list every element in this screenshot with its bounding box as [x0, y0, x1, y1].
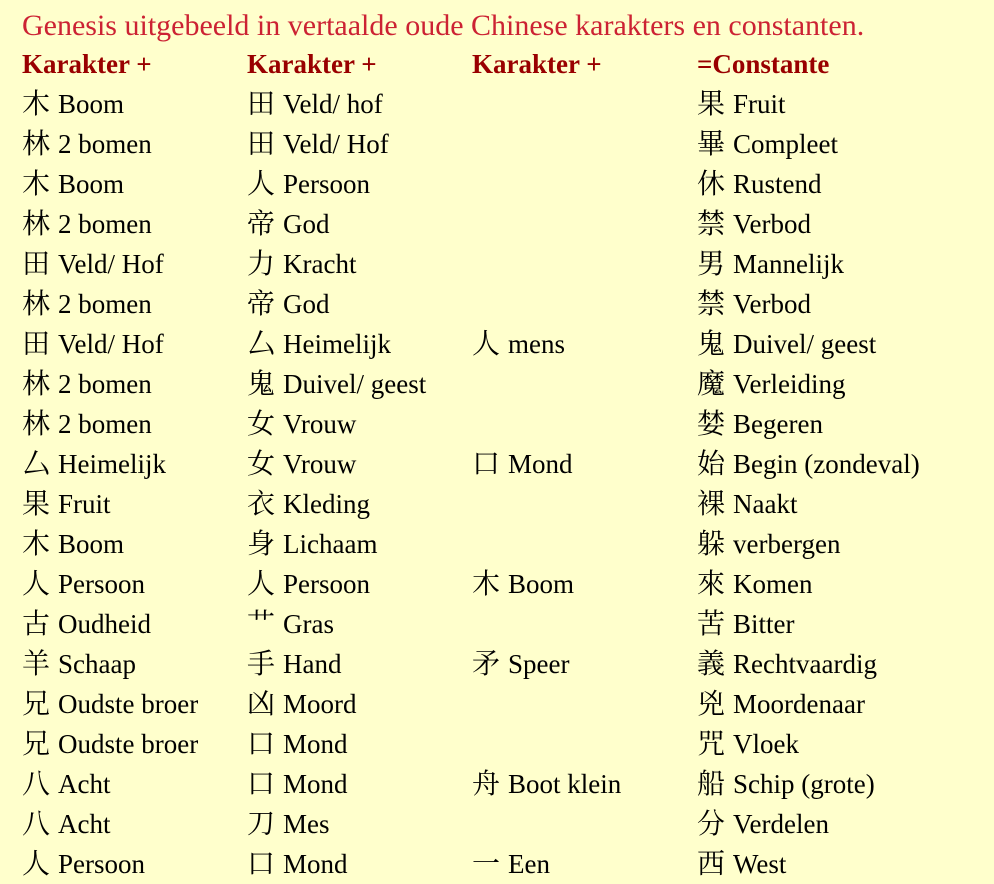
translation-text: Boot klein — [508, 769, 622, 799]
chinese-character: 厶 — [247, 327, 276, 360]
translation-text: Duivel/ geest — [283, 369, 427, 399]
chinese-character: 口 — [247, 847, 276, 880]
table-cell — [697, 644, 982, 684]
table-cell — [247, 804, 472, 844]
table-cell — [472, 404, 697, 444]
translation-text: Mond — [283, 769, 348, 799]
chinese-character: 人 — [22, 567, 51, 600]
translation-text: Oudheid — [58, 609, 151, 639]
table-row — [22, 284, 982, 324]
chinese-character: 兇 — [697, 687, 726, 720]
table-cell — [697, 124, 982, 164]
table-cell — [697, 484, 982, 524]
translation-text: Fruit — [58, 489, 111, 519]
table-row — [22, 684, 982, 724]
translation-text: Persoon — [283, 169, 371, 199]
table-row — [22, 164, 982, 204]
translation-text: Veld/ Hof — [283, 129, 389, 159]
translation-text: Veld/ Hof — [58, 329, 164, 359]
table-cell — [247, 204, 472, 244]
translation-text: Kleding — [283, 489, 371, 519]
table-cell — [247, 324, 472, 364]
chinese-character: 船 — [697, 767, 726, 800]
chinese-character: 兄 — [22, 727, 51, 760]
chinese-character: 兄 — [22, 687, 51, 720]
translation-text: Vloek — [733, 729, 799, 759]
table-cell — [247, 444, 472, 484]
translation-text: Een — [508, 849, 550, 879]
table-row — [22, 124, 982, 164]
chinese-character: 舟 — [472, 767, 501, 800]
translation-text: Vrouw — [283, 409, 357, 439]
translation-text: Mond — [508, 449, 573, 479]
table-cell — [22, 684, 247, 724]
table-cell — [247, 124, 472, 164]
chinese-character: 女 — [247, 407, 276, 440]
translation-text: God — [283, 289, 330, 319]
translation-text: Verleiding — [733, 369, 846, 399]
table-row — [22, 484, 982, 524]
table-cell — [697, 564, 982, 604]
translation-text: Moord — [283, 689, 357, 719]
chinese-character: 來 — [697, 567, 726, 600]
table-cell — [22, 444, 247, 484]
page-title: Genesis uitgebeeld in vertaalde oude Chinese karakters en constanten. — [22, 9, 865, 42]
translation-text: Acht — [58, 809, 111, 839]
translation-text: Verbod — [733, 289, 811, 319]
translation-text: Speer — [508, 649, 570, 679]
translation-text: Gras — [283, 609, 334, 639]
table-cell — [472, 564, 697, 604]
chinese-character: 魔 — [697, 367, 726, 400]
translation-text: Hand — [283, 649, 342, 679]
chinese-character: 八 — [22, 767, 51, 800]
translation-text: Komen — [733, 569, 813, 599]
table-cell — [22, 564, 247, 604]
chinese-character: 身 — [247, 527, 276, 560]
translation-text: Mannelijk — [733, 249, 844, 279]
translation-text: 2 bomen — [58, 129, 152, 159]
table-row — [22, 324, 982, 364]
table-cell — [697, 244, 982, 284]
table-cell — [247, 284, 472, 324]
table-cell — [697, 764, 982, 804]
table-cell — [472, 804, 697, 844]
chinese-character: 木 — [22, 167, 51, 200]
chinese-character: 田 — [22, 327, 51, 360]
translation-text: Boom — [58, 89, 125, 119]
translation-text: Oudste broer — [58, 689, 199, 719]
table-cell — [247, 164, 472, 204]
table-cell — [697, 324, 982, 364]
table-cell — [247, 724, 472, 764]
column-header: Karakter + — [22, 49, 152, 79]
table-cell — [472, 164, 697, 204]
chinese-character: 厶 — [22, 447, 51, 480]
chinese-character: 艹 — [247, 607, 276, 640]
chinese-character: 凶 — [247, 687, 276, 720]
translation-text: Mond — [283, 849, 348, 879]
translation-text: Moordenaar — [733, 689, 865, 719]
table-cell — [472, 244, 697, 284]
table-cell — [472, 524, 697, 564]
table-cell — [247, 684, 472, 724]
chinese-character: 禁 — [697, 287, 726, 320]
chinese-character: 帝 — [247, 287, 276, 320]
translation-text: Fruit — [733, 89, 786, 119]
table-cell — [472, 684, 697, 724]
table-cell — [472, 764, 697, 804]
chinese-character: 田 — [247, 87, 276, 120]
table-cell — [22, 484, 247, 524]
character-table — [22, 44, 982, 884]
chinese-character: 婪 — [697, 407, 726, 440]
chinese-character: 苦 — [697, 607, 726, 640]
table-cell — [472, 604, 697, 644]
table-cell — [472, 484, 697, 524]
table-cell — [247, 244, 472, 284]
table-cell — [472, 644, 697, 684]
table-cell — [247, 844, 472, 884]
table-header — [22, 44, 982, 84]
table-cell — [22, 284, 247, 324]
chinese-character: 躲 — [697, 527, 726, 560]
table-cell — [22, 404, 247, 444]
translation-text: verbergen — [733, 529, 841, 559]
chinese-character: 八 — [22, 807, 51, 840]
translation-text: 2 bomen — [58, 409, 152, 439]
table-cell — [697, 364, 982, 404]
chinese-character: 一 — [472, 847, 501, 880]
table-cell — [697, 524, 982, 564]
table-cell — [22, 124, 247, 164]
chinese-character: 女 — [247, 447, 276, 480]
chinese-character: 鬼 — [247, 367, 276, 400]
translation-text: Compleet — [733, 129, 838, 159]
chinese-character: 義 — [697, 647, 726, 680]
translation-text: Mes — [283, 809, 330, 839]
translation-text: Persoon — [58, 849, 146, 879]
translation-text: Begin (zondeval) — [733, 449, 920, 479]
translation-text: Mond — [283, 729, 348, 759]
translation-text: Persoon — [58, 569, 146, 599]
chinese-character: 田 — [22, 247, 51, 280]
chinese-character: 林 — [22, 287, 51, 320]
translation-text: Boom — [508, 569, 575, 599]
translation-text: Oudste broer — [58, 729, 199, 759]
table-cell — [697, 204, 982, 244]
translation-text: Lichaam — [283, 529, 378, 559]
table-row — [22, 204, 982, 244]
table-cell — [22, 764, 247, 804]
table-cell — [472, 124, 697, 164]
table-cell — [22, 204, 247, 244]
table-cell — [22, 724, 247, 764]
chinese-character: 裸 — [697, 487, 726, 520]
chinese-character: 分 — [697, 807, 726, 840]
table-cell — [472, 724, 697, 764]
chinese-character: 林 — [22, 127, 51, 160]
table-row — [22, 604, 982, 644]
table-cell — [697, 724, 982, 764]
table-row — [22, 764, 982, 804]
table-row — [22, 644, 982, 684]
chinese-character: 力 — [247, 247, 276, 280]
chinese-character: 帝 — [247, 207, 276, 240]
table-row — [22, 364, 982, 404]
chinese-character: 男 — [697, 247, 726, 280]
table-cell — [472, 324, 697, 364]
table-cell — [697, 604, 982, 644]
chinese-character: 口 — [472, 447, 501, 480]
translation-text: 2 bomen — [58, 209, 152, 239]
translation-text: mens — [508, 329, 566, 359]
chinese-character: 始 — [697, 447, 726, 480]
translation-text: Acht — [58, 769, 111, 799]
table-cell — [247, 764, 472, 804]
chinese-character: 林 — [22, 207, 51, 240]
table-cell — [247, 364, 472, 404]
table-cell — [472, 444, 697, 484]
translation-text: Schaap — [58, 649, 136, 679]
table-cell — [697, 284, 982, 324]
table-cell — [697, 404, 982, 444]
table-cell — [22, 524, 247, 564]
chinese-character: 鬼 — [697, 327, 726, 360]
table-cell — [472, 204, 697, 244]
chinese-character: 木 — [22, 527, 51, 560]
table-row — [22, 804, 982, 844]
translation-text: Boom — [58, 529, 125, 559]
table-cell — [22, 324, 247, 364]
table-row — [22, 244, 982, 284]
table-cell — [247, 564, 472, 604]
table-row — [22, 564, 982, 604]
chinese-character: 人 — [247, 167, 276, 200]
chinese-character: 古 — [22, 607, 51, 640]
table-cell — [697, 444, 982, 484]
translation-text: Duivel/ geest — [733, 329, 877, 359]
translation-text: Bitter — [733, 609, 795, 639]
translation-text: Verdelen — [733, 809, 829, 839]
table-cell — [247, 404, 472, 444]
column-header: =Constante — [697, 49, 830, 79]
translation-text: Veld/ Hof — [58, 249, 164, 279]
translation-text: Kracht — [283, 249, 357, 279]
table-cell — [22, 804, 247, 844]
chinese-character: 衣 — [247, 487, 276, 520]
chinese-character: 林 — [22, 367, 51, 400]
table-cell — [697, 684, 982, 724]
chinese-character: 人 — [22, 847, 51, 880]
translation-text: Vrouw — [283, 449, 357, 479]
translation-text: Rustend — [733, 169, 822, 199]
table-row — [22, 724, 982, 764]
translation-text: Boom — [58, 169, 125, 199]
chinese-character: 禁 — [697, 207, 726, 240]
table-cell — [697, 84, 982, 124]
table-cell — [22, 644, 247, 684]
table-cell — [697, 804, 982, 844]
chinese-character: 西 — [697, 847, 726, 880]
translation-text: Rechtvaardig — [733, 649, 877, 679]
translation-text: Persoon — [283, 569, 371, 599]
column-header: Karakter + — [472, 49, 602, 79]
table-row — [22, 844, 982, 884]
translation-text: 2 bomen — [58, 369, 152, 399]
translation-text: Veld/ hof — [283, 89, 383, 119]
translation-text: 2 bomen — [58, 289, 152, 319]
chinese-character: 人 — [247, 567, 276, 600]
chinese-character: 刀 — [247, 807, 276, 840]
table-cell — [247, 524, 472, 564]
table-cell — [472, 84, 697, 124]
chinese-character: 口 — [247, 727, 276, 760]
translation-text: Schip (grote) — [733, 769, 875, 799]
chinese-character: 果 — [22, 487, 51, 520]
table-cell — [247, 84, 472, 124]
translation-text: Naakt — [733, 489, 798, 519]
table-cell — [697, 844, 982, 884]
chinese-character: 木 — [22, 87, 51, 120]
chinese-character: 手 — [247, 647, 276, 680]
translation-text: Verbod — [733, 209, 811, 239]
table-row — [22, 84, 982, 124]
table-cell — [22, 604, 247, 644]
table-row — [22, 524, 982, 564]
translation-text: West — [733, 849, 787, 879]
translation-text: Heimelijk — [283, 329, 391, 359]
chinese-character: 咒 — [697, 727, 726, 760]
table-cell — [22, 84, 247, 124]
table-row — [22, 444, 982, 484]
chinese-character: 羊 — [22, 647, 51, 680]
translation-text: Begeren — [733, 409, 823, 439]
chinese-character: 畢 — [697, 127, 726, 160]
table-cell — [22, 244, 247, 284]
table-cell — [247, 604, 472, 644]
table-cell — [472, 284, 697, 324]
column-header: Karakter + — [247, 49, 377, 79]
chinese-character: 林 — [22, 407, 51, 440]
table-cell — [472, 844, 697, 884]
chinese-character: 人 — [472, 327, 501, 360]
table-cell — [22, 164, 247, 204]
table-cell — [472, 364, 697, 404]
table-cell — [247, 484, 472, 524]
table-cell — [697, 164, 982, 204]
table-cell — [247, 644, 472, 684]
chinese-character: 木 — [472, 567, 501, 600]
chinese-character: 果 — [697, 87, 726, 120]
table-cell — [22, 844, 247, 884]
chinese-character: 矛 — [472, 647, 501, 680]
chinese-character: 口 — [247, 767, 276, 800]
chinese-character: 田 — [247, 127, 276, 160]
table-row — [22, 404, 982, 444]
translation-text: Heimelijk — [58, 449, 166, 479]
translation-text: God — [283, 209, 330, 239]
chinese-character: 休 — [697, 167, 726, 200]
table-cell — [22, 364, 247, 404]
